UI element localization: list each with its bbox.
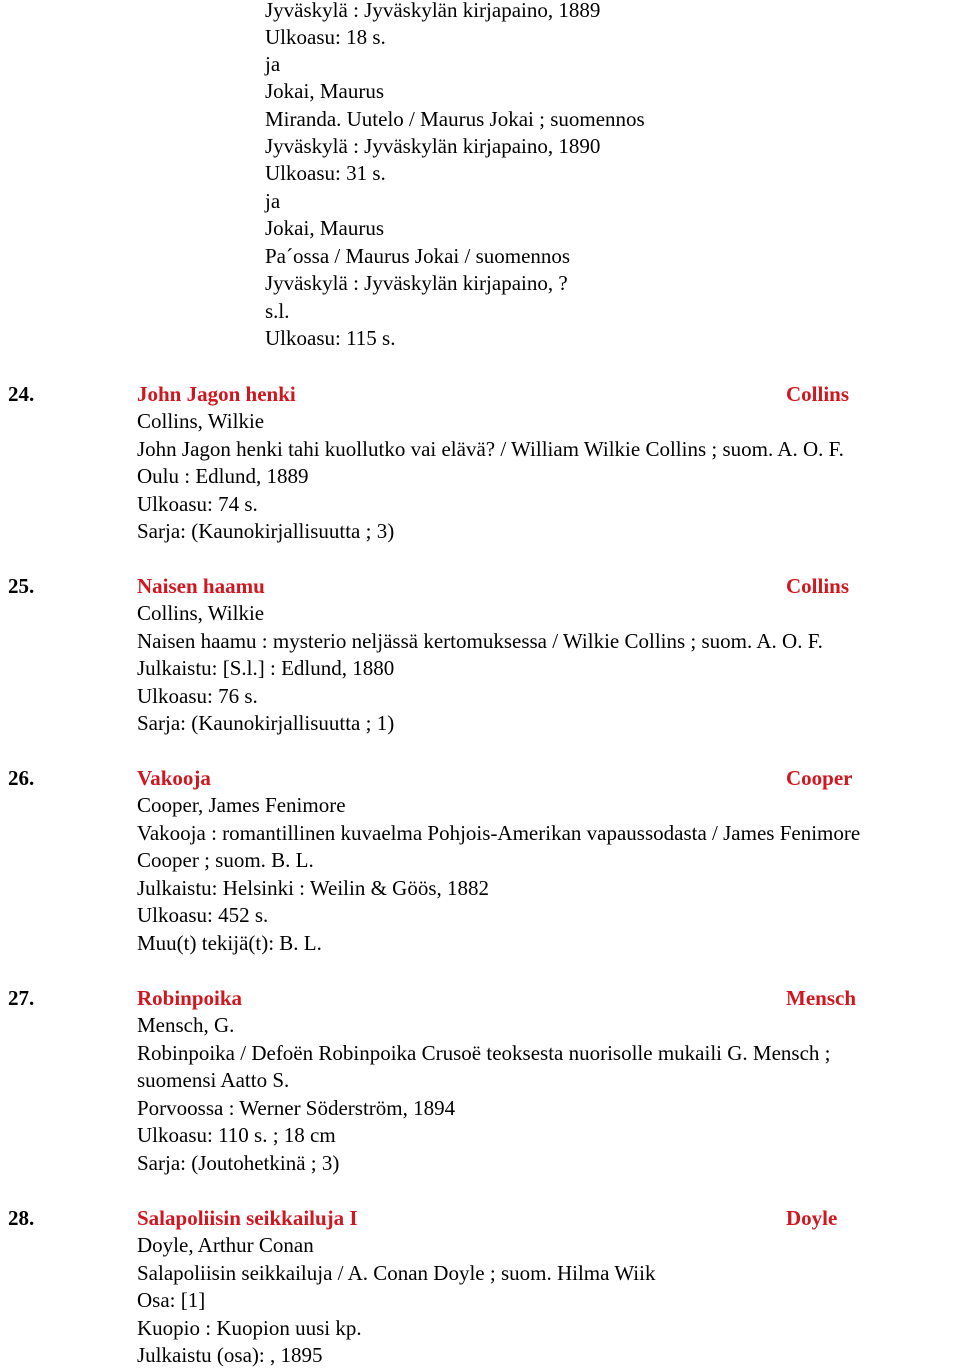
entry-key: Doyle [786, 1206, 838, 1230]
entry-line: Ulkoasu: 76 s. [137, 684, 258, 708]
entry-line: Vakooja : romantillinen kuvaelma Pohjois-Amerikan vapaussodasta / James Fenimore [137, 821, 861, 845]
entry-number: 26. [8, 766, 35, 790]
entry-line: Salapoliisin seikkailuja / A. Conan Doyle ; suom. Hilma Wiik [137, 1261, 656, 1285]
entry-line: Osa: [1] [137, 1288, 206, 1312]
entry-line: John Jagon henki tahi kuollutko vai elävä? / William Wilkie Collins ; suom. A. O. F. [137, 437, 844, 461]
entry-line: Ulkoasu: 74 s. [137, 492, 258, 516]
entry-key: Collins [786, 382, 850, 406]
entry-key: Cooper [786, 766, 853, 790]
entry-number: 24. [8, 382, 35, 406]
entry-line: Sarja: (Kaunokirjallisuutta ; 1) [137, 711, 395, 735]
entry-line: Oulu : Edlund, 1889 [137, 464, 309, 488]
entry-number: 25. [8, 574, 35, 598]
entry-title: John Jagon henki [137, 382, 296, 406]
entry-author: Cooper, James Fenimore [137, 793, 346, 817]
text-line: Ulkoasu: 31 s. [265, 161, 386, 185]
entry-line: Robinpoika / Defoën Robinpoika Crusoë teoksesta nuorisolle mukaili G. Mensch ; [137, 1041, 831, 1065]
entry-line: Cooper ; suom. B. L. [137, 848, 314, 872]
text-line: ja [265, 52, 281, 76]
entry-key: Collins [786, 574, 850, 598]
entry-author: Mensch, G. [137, 1013, 235, 1037]
text-line: ja [265, 189, 281, 213]
text-line: s.l. [265, 299, 290, 323]
entry-line: Julkaistu (osa): , 1895 [137, 1343, 323, 1367]
entry-number: 28. [8, 1206, 35, 1230]
entry-line: suomensi Aatto S. [137, 1068, 290, 1092]
entry-line: Julkaistu: Helsinki : Weilin & Göös, 1882 [137, 876, 490, 900]
entry-line: Kuopio : Kuopion uusi kp. [137, 1316, 362, 1340]
entry-title: Salapoliisin seikkailuja I [137, 1206, 358, 1230]
entry-line: Muu(t) tekijä(t): B. L. [137, 931, 322, 955]
text-line: Jyväskylä : Jyväskylän kirjapaino, 1889 [265, 0, 601, 22]
text-line: Jyväskylä : Jyväskylän kirjapaino, ? [265, 271, 568, 295]
entry-line: Sarja: (Joutohetkinä ; 3) [137, 1151, 340, 1175]
entry-author: Collins, Wilkie [137, 601, 265, 625]
entry-title: Vakooja [137, 766, 211, 790]
entry-author: Collins, Wilkie [137, 409, 265, 433]
entry-line: Sarja: (Kaunokirjallisuutta ; 3) [137, 519, 395, 543]
entry-line: Julkaistu: [S.l.] : Edlund, 1880 [137, 656, 395, 680]
entry-line: Ulkoasu: 110 s. ; 18 cm [137, 1123, 336, 1147]
text-line: Jokai, Maurus [265, 79, 384, 103]
text-line: Jokai, Maurus [265, 216, 384, 240]
text-line: Ulkoasu: 18 s. [265, 25, 386, 49]
entry-number: 27. [8, 986, 35, 1010]
text-line: Ulkoasu: 115 s. [265, 326, 396, 350]
entry-title: Naisen haamu [137, 574, 265, 598]
entry-author: Doyle, Arthur Conan [137, 1233, 314, 1257]
text-line: Jyväskylä : Jyväskylän kirjapaino, 1890 [265, 134, 601, 158]
entry-line: Porvoossa : Werner Söderström, 1894 [137, 1096, 456, 1120]
entry-key: Mensch [786, 986, 856, 1010]
text-line: Pa´ossa / Maurus Jokai / suomennos [265, 244, 571, 268]
entry-title: Robinpoika [137, 986, 243, 1010]
entry-line: Naisen haamu : mysterio neljässä kertomuksessa / Wilkie Collins ; suom. A. O. F. [137, 629, 823, 653]
text-line: Miranda. Uutelo / Maurus Jokai ; suomennos [265, 107, 645, 131]
entry-line: Ulkoasu: 452 s. [137, 903, 269, 927]
